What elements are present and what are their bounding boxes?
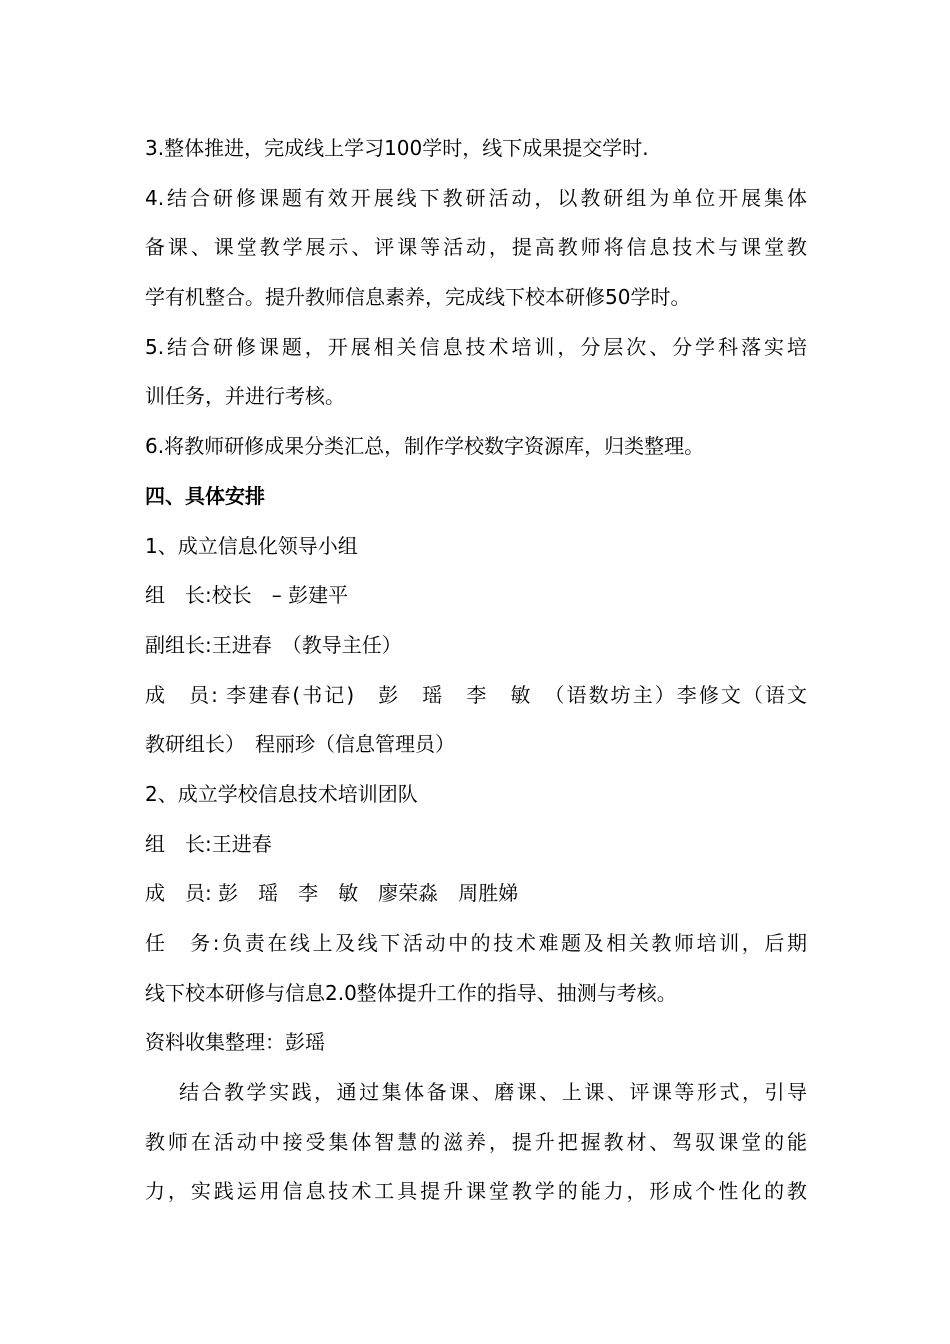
item-6-line: 6.将教师研修成果分类汇总，制作学校数字资源库，归类整理。 <box>145 434 705 459</box>
subsection-1-title: 1、成立信息化领导小组 <box>145 533 358 558</box>
leader-line: 组 长:校长 – 彭建平 <box>145 583 349 608</box>
item-5-line-1: 5.结合研修课题，开展相关信息技术培训，分层次、分学科落实培 <box>145 334 807 359</box>
item-3-line: 3.整体推进，完成线上学习100学时，线下成果提交学时. <box>145 136 649 160</box>
members-line-1: 成 员: 李建春(书记) 彭 瑶 李 敏 （语数坊主）李修文（语文 <box>145 682 807 707</box>
task-line-2: 线下校本研修与信息2.0整体提升工作的指导、抽测与考核。 <box>145 980 677 1005</box>
item-4-line-2: 备课、课堂教学展示、评课等活动，提高教师将信息技术与课堂教 <box>145 235 807 260</box>
item-5-line-2: 训任务，并进行考核。 <box>145 384 345 409</box>
team-members-line: 成 员: 彭 瑶 李 敏 廖荣淼 周胜娣 <box>145 881 519 906</box>
paragraph-line-3: 力，实践运用信息技术工具提升课堂教学的能力，形成个性化的教 <box>145 1179 807 1204</box>
section-heading: 四、具体安排 <box>145 483 265 508</box>
team-leader-line: 组 长:王进春 <box>145 831 272 856</box>
members-line-2: 教研组长） 程丽珍（信息管理员） <box>145 732 455 757</box>
document-body <box>145 124 807 1217</box>
item-4-line-1: 4.结合研修课题有效开展线下教研活动，以教研组为单位开展集体 <box>145 185 807 210</box>
paragraph-line-1: 结合教学实践，通过集体备课、磨课、上课、评课等形式，引导 <box>179 1080 807 1105</box>
task-line-1: 任 务:负责在线上及线下活动中的技术难题及相关教师培训，后期 <box>145 931 807 955</box>
deputy-leader-line: 副组长:王进春 （教导主任） <box>145 632 402 657</box>
subsection-2-title: 2、成立学校信息技术培训团队 <box>145 781 418 806</box>
item-4-line-3: 学有机整合。提升教师信息素养，完成线下校本研修50学时。 <box>145 285 691 310</box>
paragraph-line-2: 教师在活动中接受集体智慧的滋养，提升把握教材、驾驭课堂的能 <box>145 1129 807 1154</box>
materials-line: 资料收集整理：彭瑶 <box>145 1030 325 1055</box>
